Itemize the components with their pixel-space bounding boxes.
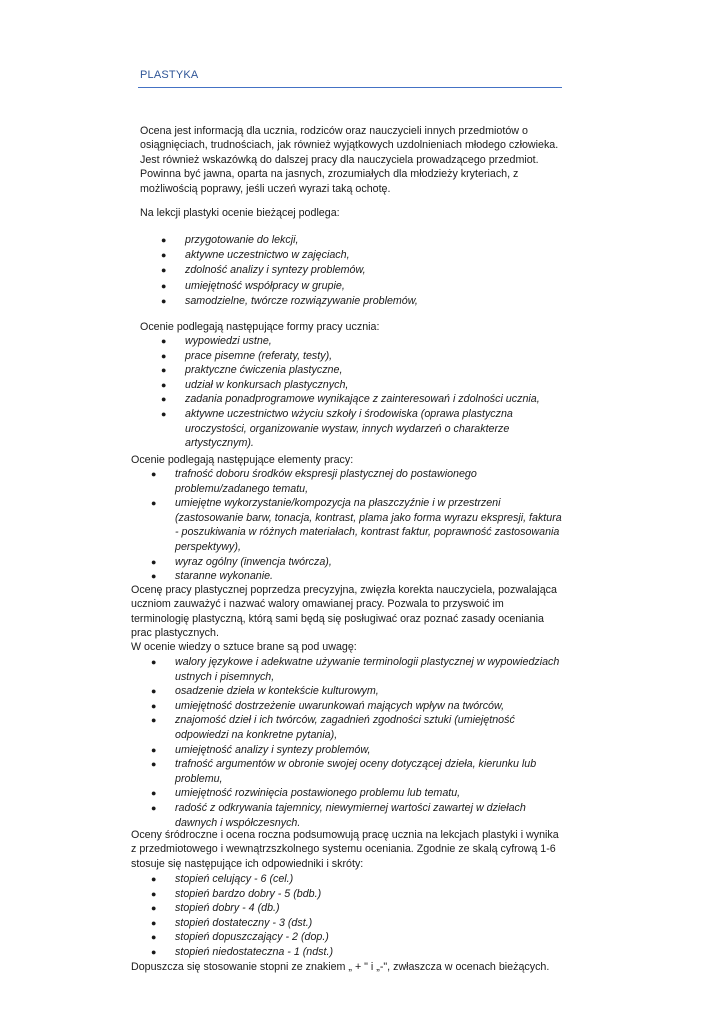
list-item: ● stopień dostateczny - 3 (dst.) (151, 916, 313, 929)
list-item: ● umiejętność dostrzeżenie uwarunkowań mających wpływ na twórców, (151, 699, 505, 712)
list-item: ● zadania ponadprogramowe wynikające z zainteresowań i zdolności ucznia, (161, 393, 540, 406)
list-item: ● zdolność analizy i syntezy problemów, (161, 264, 366, 277)
list-item: ● staranne wykonanie. (151, 570, 274, 583)
list-item: ● stopień dopuszczający - 2 (dop.) (151, 931, 329, 944)
list-item: ● trafność argumentów w obronie swojej oceny dotyczącej dzieła, kierunku lub problemu, (151, 758, 537, 785)
list-item: ● stopień celujący - 6 (cel.) (151, 873, 294, 885)
list-item: ● udział w konkursach plastycznych, (161, 378, 349, 391)
list-item: ● znajomość dzieł i ich twórców, zagadnień zgodności sztuki (umiejętność odpowiedzi na konkretne pytania), (151, 714, 515, 741)
list-item: ● samodzielne, twórcze rozwiązywanie problemów, (161, 294, 418, 307)
correction-paragraph: Ocenę pracy plastycznej poprzedza precyzyjna, zwięzła korekta nauczyciela, pozwalająca uczniom zauważyć i nazwać walory omawianej pracy. Pozwala to przyswoić im terminologię plastyczną, którą sami będą się posługiwać oraz poznać zasady oceniania prac plastycznych. (131, 584, 557, 640)
section3-heading: Ocenie podlegają następujące elementy pracy: (131, 454, 354, 466)
list-item: ● aktywne uczestnictwo wżyciu szkoły i środowiska (oprawa plastyczna uroczystości, organizowanie wystaw, innych wydarzeń o charakterze artystycznym). (161, 407, 513, 450)
list-item: ● stopień dobry - 4 (db.) (151, 902, 280, 915)
list-item: ● umiejętność współpracy w grupie, (161, 279, 345, 292)
closing-paragraph: Dopuszcza się stosowanie stopni ze znakiem „ + " i „-", zwłaszcza w ocenach bieżących. (131, 961, 550, 973)
section5-paragraph: Oceny śródroczne i ocena roczna podsumowują pracę ucznia na lekcjach plastyki i wynika z przedmiotowego i wewnątrzszkolnego systemu oceniania. Zgodnie ze skalą cyfrową 1-6 stosuje się następujące ich odpowiedniki i skróty: (131, 829, 559, 870)
section1-list (161, 233, 565, 309)
list-item: ● prace pisemne (referaty, testy), (161, 349, 333, 362)
list-item: ● trafność doboru środków ekspresji plastycznej do postawionego problemu/zadanego tematu, (151, 468, 477, 495)
list-item: ● wypowiedzi ustne, (161, 335, 272, 347)
list-item: ● umiejętność rozwinięcia postawionego problemu lub tematu, (151, 787, 461, 800)
section4-heading: W ocenie wiedzy o sztuce brane są pod uwagę: (131, 641, 357, 653)
list-item: ● radość z odkrywania tajemnicy, niewymiernej wartości zawartej w dziełach dawnych i współczesnych. (151, 801, 526, 829)
list-item: ● stopień niedostateczna - 1 (ndst.) (151, 945, 334, 958)
section4-list (151, 655, 565, 830)
list-item: ● osadzenie dzieła w kontekście kulturowym, (151, 685, 379, 698)
section2-list (161, 334, 565, 451)
list-item: ● umiejętne wykorzystanie/kompozycja na płaszczyźnie i w przestrzeni (zastosowanie barw, tonacja, kontrast, plama jako forma wyrazu ekspresji, faktura - poszukiwania w różnych materiałach, kontrast faktur, poprawność zastosowania perspektywy), (151, 497, 562, 553)
section5-list (151, 872, 565, 960)
list-item: ● praktyczne ćwiczenia plastyczne, (161, 364, 343, 377)
section2-heading: Ocenie podlegają następujące formy pracy ucznia: (140, 321, 380, 333)
page-header-title: PLASTYKA (140, 69, 199, 81)
section1-heading: Na lekcji plastyki ocenie bieżącej podlega: (140, 207, 340, 219)
list-item: ● stopień bardzo dobry - 5 (bdb.) (151, 887, 322, 900)
list-item: ● umiejętność analizy i syntezy problemów, (151, 743, 371, 756)
list-item: ● przygotowanie do lekcji, (161, 234, 299, 246)
header-divider (138, 87, 562, 88)
list-item: ● aktywne uczestnictwo w zajęciach, (161, 249, 350, 262)
section3-list (151, 467, 565, 584)
list-item: ● walory językowe i adekwatne używanie terminologii plastycznej w wypowiedziach ustnych i pisemnych, (151, 656, 560, 683)
intro-paragraph: Ocena jest informacją dla ucznia, rodziców oraz nauczycieli innych przedmiotów o osiągnięciach, trudnościach, jak również wyjątkowych uzdolnieniach młodego człowieka. Jest również wskazówką do dalszej pracy dla nauczyciela prowadzącego przedmiot. Powinna być jawna, oparta na jasnych, zrozumiałych dla młodzieży kryteriach, z możliwością poprawy, jeśli uczeń wyrazi taką ochotę. (140, 125, 559, 195)
list-item: ● wyraz ogólny (inwencja twórcza), (151, 555, 332, 568)
